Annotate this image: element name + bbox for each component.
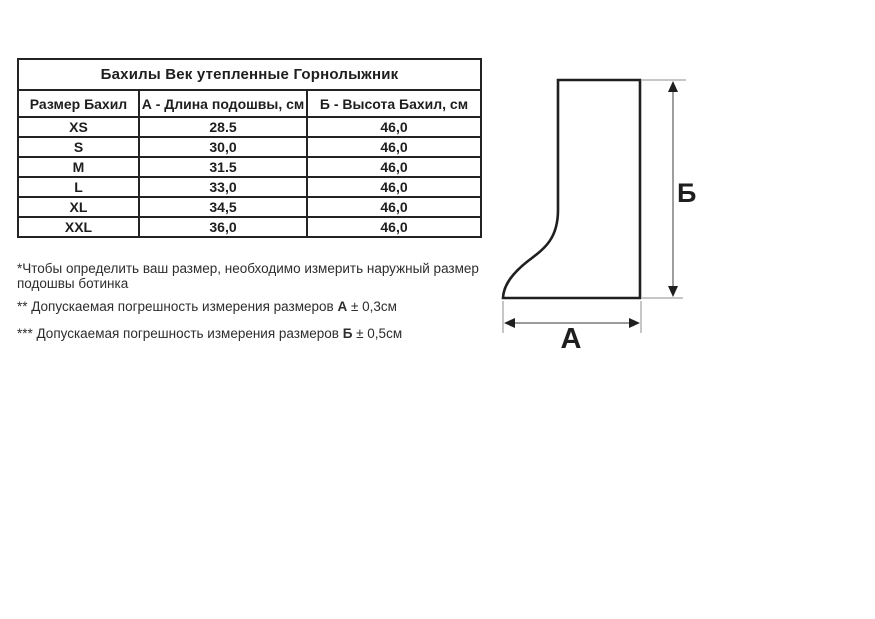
table-row — [18, 117, 481, 137]
table-row — [18, 157, 481, 177]
boot-outline — [503, 80, 640, 298]
footnote-text: ** Допускаемая погрешность измерения размеров — [17, 299, 338, 314]
length-cell: 30,0 — [139, 137, 307, 157]
arrow-down-icon — [668, 286, 678, 297]
table-row — [18, 177, 481, 197]
footnote-size-measure — [17, 261, 479, 291]
height-cell: 46,0 — [307, 197, 481, 217]
footnote-line: подошвы ботинка — [17, 276, 129, 291]
footnote-line: *Чтобы определить ваш размер, необходимо измерить наружный размер — [17, 261, 479, 276]
height-label: Б — [677, 178, 697, 208]
footnote-text: *** Допускаемая погрешность измерения размеров — [17, 326, 343, 341]
arrow-right-icon — [629, 318, 640, 328]
sole-label: А — [560, 323, 582, 355]
size-cell: XXL — [18, 217, 139, 237]
col-header-size: Размер Бахил — [18, 90, 139, 117]
dimension-a-letter: А — [337, 299, 348, 314]
col-header-height-b: Б - Высота Бахил, см — [307, 90, 481, 117]
size-cell: L — [18, 177, 139, 197]
footnote-text: ± 0,5см — [352, 326, 403, 341]
height-cell: 46,0 — [307, 217, 481, 237]
length-cell: 31.5 — [139, 157, 307, 177]
height-cell: 46,0 — [307, 117, 481, 137]
length-cell: 28.5 — [139, 117, 307, 137]
size-cell: M — [18, 157, 139, 177]
footnote-tolerance-b — [17, 326, 402, 341]
table-header-row — [18, 90, 481, 117]
dimension-b-letter: Б — [342, 326, 353, 341]
size-cell: XS — [18, 117, 139, 137]
table-title-row — [18, 59, 481, 90]
table-row — [18, 137, 481, 157]
height-cell: 46,0 — [307, 137, 481, 157]
size-cell: S — [18, 137, 139, 157]
length-cell: 34,5 — [139, 197, 307, 217]
length-cell: 33,0 — [139, 177, 307, 197]
footnote-tolerance-a — [17, 299, 397, 314]
length-cell: 36,0 — [139, 217, 307, 237]
arrow-left-icon — [504, 318, 515, 328]
height-cell: 46,0 — [307, 157, 481, 177]
footnote-text: ± 0,3см — [347, 299, 397, 314]
table-row — [18, 197, 481, 217]
arrow-up-icon — [668, 81, 678, 92]
size-cell: XL — [18, 197, 139, 217]
size-table — [17, 58, 482, 238]
height-cell: 46,0 — [307, 177, 481, 197]
boot-diagram — [480, 50, 730, 360]
col-header-length-a: А - Длина подошвы, см — [139, 90, 307, 117]
table-title: Бахилы Век утепленные Горнолыжник — [18, 59, 481, 90]
table-row — [18, 217, 481, 237]
